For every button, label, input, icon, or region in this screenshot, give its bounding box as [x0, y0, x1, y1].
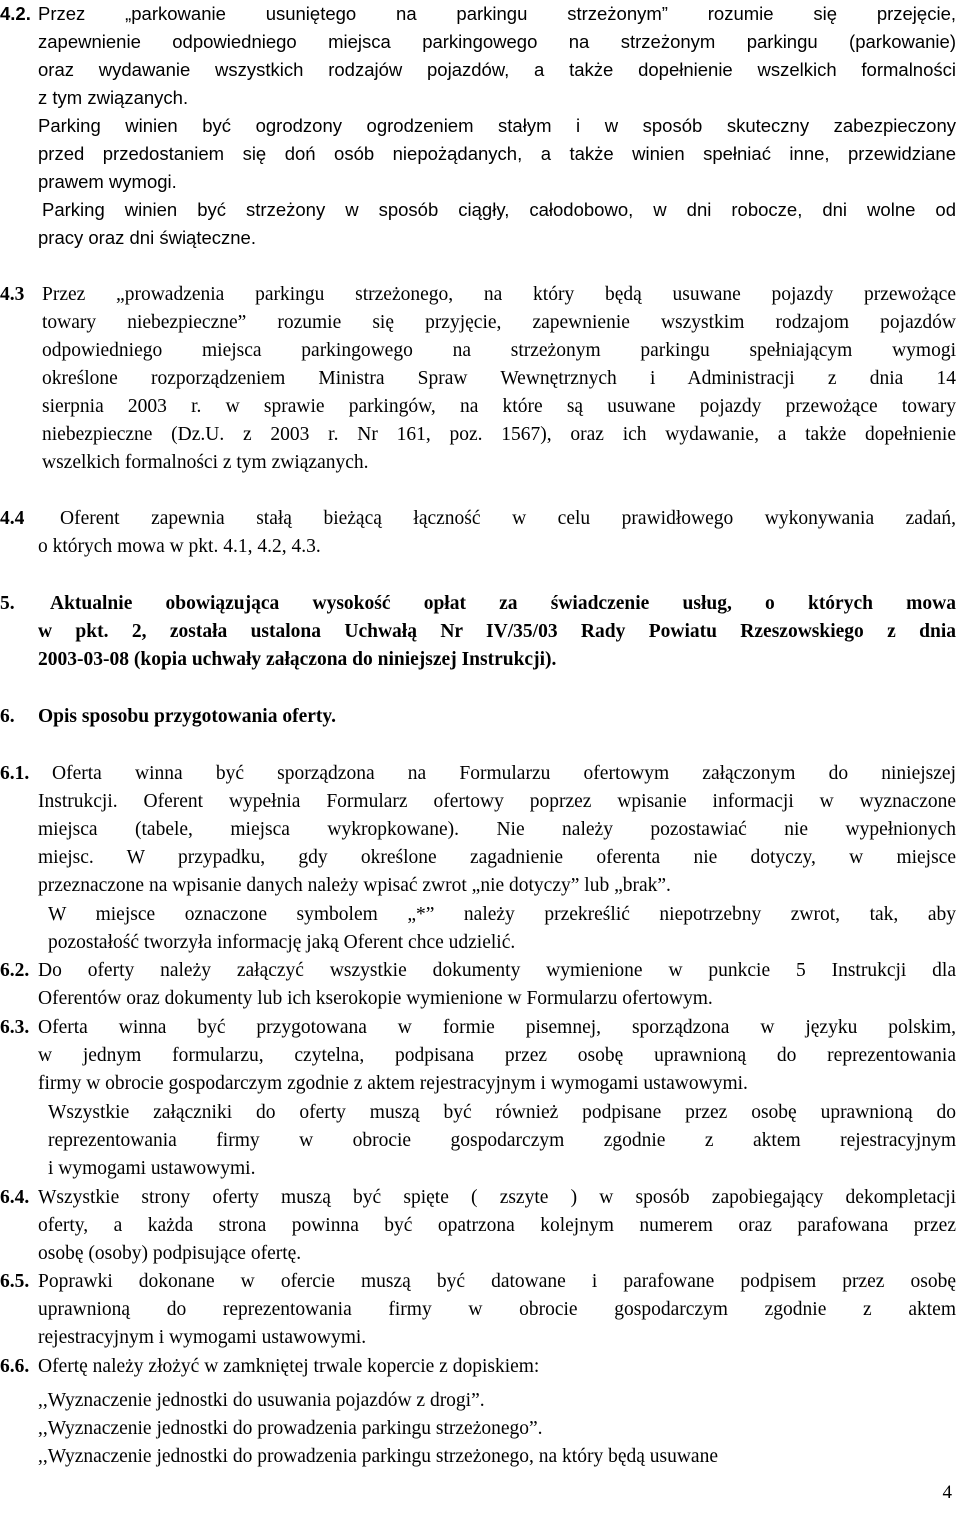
text-line: uprawnioną do reprezentowania firmy w obrocie gospodarczym zgodnie z aktem [38, 1299, 956, 1320]
text-line: Wszystkie załączniki do oferty muszą być również podpisane przez osobę uprawnioną do [48, 1102, 956, 1123]
text-line: firmy w obrocie gospodarczym zgodnie z aktem rejestracyjnym i wymogami ustawowymi. [38, 1073, 748, 1094]
text-line: Instrukcji. Oferent wypełnia Formularz ofertowy poprzez wpisanie informacji w wyznaczone [38, 791, 956, 812]
text-line: miejsca (tabele, miejsca wykropkowane). Nie należy pozostawiać nie wypełnionych [38, 819, 956, 840]
text-line: przed przedostaniem się doń osób niepożądanych, a także winien spełniać inne, przewidziane [38, 143, 956, 164]
text-line: odpowiedniego miejsca parkingowego na strzeżonym parkingu spełniającym wymogi [42, 340, 956, 361]
text-line: o których mowa w pkt. 4.1, 4.2, 4.3. [38, 536, 321, 557]
text-line: Oferentów oraz dokumenty lub ich kserokopie wymienione w Formularzu ofertowym. [38, 988, 713, 1009]
text-line: ,,Wyznaczenie jednostki do usuwania pojazdów z drogi”. [38, 1390, 485, 1411]
section-number: 6.1. [0, 763, 30, 784]
text-line: rejestracyjnym i wymogami ustawowymi. [38, 1327, 367, 1348]
text-line: określone rozporządzeniem Ministra Spraw Wewnętrznych i Administracji z dnia 14 [42, 368, 956, 389]
text-line: sierpnia 2003 r. w sprawie parkingów, na które są usuwane pojazdy przewożące towary [42, 396, 956, 417]
text-line: Wszystkie strony oferty muszą być spięte ( zszyte ) w sposób zapobiegający dekompletacji [38, 1187, 956, 1208]
text-line: Przez „parkowanie usuniętego na parkingu strzeżonym” rozumie się przejęcie, [38, 3, 956, 24]
text-line: Aktualnie obowiązująca wysokość opłat za świadczenie usług, o których mowa [50, 593, 956, 614]
text-line: niebezpieczne (Dz.U. z 2003 r. Nr 161, poz. 1567), oraz ich wydawanie, a także dopełnienie [42, 424, 956, 445]
text-line: Poprawki dokonane w ofercie muszą być datowane i parafowane podpisem przez osobę [38, 1271, 956, 1292]
text-line: i wymogami ustawowymi. [48, 1158, 256, 1179]
page-number: 4 [942, 1482, 952, 1503]
text-line: pozostałość tworzyła informację jaką Oferent chce udzielić. [48, 932, 516, 953]
text-line: miejsc. W przypadku, gdy określone zagadnienie oferenta nie dotyczy, w miejsce [38, 847, 956, 868]
text-line: prawem wymogi. [38, 171, 177, 192]
section-number: 6.2. [0, 960, 30, 981]
section-number: 5. [0, 593, 15, 614]
section-number: 6.4. [0, 1187, 30, 1208]
text-line: Przez „prowadzenia parkingu strzeżonego, na który będą usuwane pojazdy przewożące [42, 284, 956, 305]
text-line: 2003-03-08 (kopia uchwały załączona do niniejszej Instrukcji). [38, 649, 557, 670]
text-line: towary niebezpieczne” rozumie się przyjęcie, zapewnienie wszystkim rodzajom pojazdów [42, 312, 956, 333]
text-line: pracy oraz dni świąteczne. [38, 227, 256, 248]
text-line: wszelkich formalności z tym związanych. [42, 452, 369, 473]
text-line: oraz wydawanie wszystkich rodzajów pojazdów, a także dopełnienie wszelkich formalności [38, 59, 956, 80]
text-line: zapewnienie odpowiedniego miejsca parkingowego na strzeżonym parkingu (parkowanie) [38, 31, 956, 52]
section-number: 4.2. [0, 3, 31, 24]
text-line: Ofertę należy złożyć w zamkniętej trwale kopercie z dopiskiem: [38, 1356, 540, 1377]
text-line: ,,Wyznaczenie jednostki do prowadzenia parkingu strzeżonego”. [38, 1418, 543, 1439]
text-line: osobę (osoby) podpisujące ofertę. [38, 1243, 302, 1264]
section-number: 6. [0, 706, 15, 727]
text-line: z tym związanych. [38, 87, 189, 108]
text-line: w jednym formularzu, czytelna, podpisana przez osobę uprawnioną do reprezentowania [38, 1045, 956, 1066]
text-line: Parking winien być strzeżony w sposób ciągły, całodobowo, w dni robocze, dni wolne od [42, 199, 956, 220]
text-line: Oferta winna być przygotowana w formie pisemnej, sporządzona w języku polskim, [38, 1017, 956, 1038]
section-number: 4.3 [0, 284, 25, 305]
text-line: oferty, a każda strona powinna być opatrzona kolejnym numerem oraz parafowana przez [38, 1215, 956, 1236]
text-line: ,,Wyznaczenie jednostki do prowadzenia parkingu strzeżonego, na który będą usuwane [38, 1446, 718, 1467]
text-line: Oferta winna być sporządzona na Formularzu ofertowym załączonym do niniejszej [52, 763, 956, 784]
text-line: Do oferty należy załączyć wszystkie dokumenty wymienione w punkcie 5 Instrukcji dla [38, 960, 956, 981]
section-number: 6.6. [0, 1356, 30, 1377]
section-number: 6.3. [0, 1017, 30, 1038]
section-heading: Opis sposobu przygotowania oferty. [38, 706, 336, 727]
text-line: w pkt. 2, została ustalona Uchwałą Nr IV/35/03 Rady Powiatu Rzeszowskiego z dnia [38, 621, 956, 642]
text-line: Parking winien być ogrodzony ogrodzeniem stałym i w sposób skuteczny zabezpieczony [38, 115, 956, 136]
text-line: reprezentowania firmy w obrocie gospodarczym zgodnie z aktem rejestracyjnym [48, 1130, 956, 1151]
text-line: Oferent zapewnia stałą bieżącą łączność w celu prawidłowego wykonywania zadań, [60, 508, 956, 529]
text-line: W miejsce oznaczone symbolem „*” należy przekreślić niepotrzebny zwrot, tak, aby [48, 904, 956, 925]
text-line: przeznaczone na wpisanie danych należy wpisać zwrot „nie dotyczy” lub „brak”. [38, 875, 671, 896]
section-number: 6.5. [0, 1271, 30, 1292]
section-number: 4.4 [0, 508, 25, 529]
